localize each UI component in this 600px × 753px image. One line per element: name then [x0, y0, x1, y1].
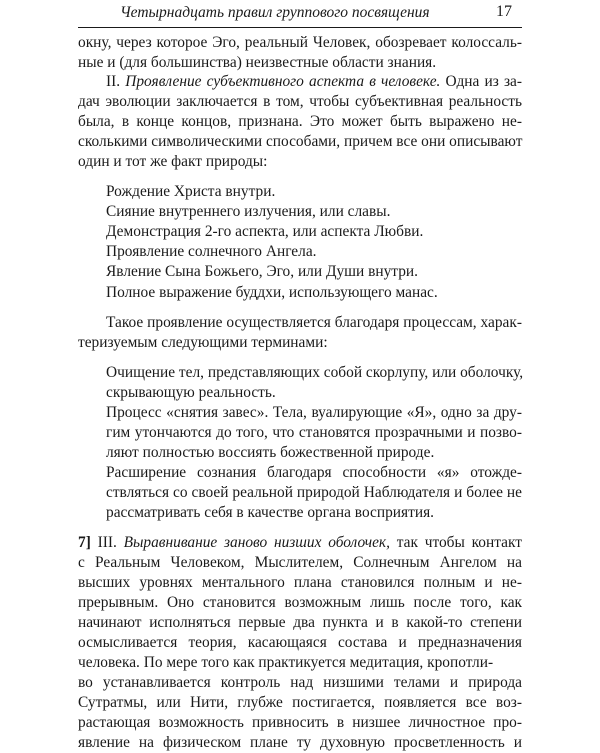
- list-item: Явление Сына Божьего, Эго, или Души внутри.: [106, 263, 418, 280]
- list-item: Процесс «снятия завес». Тела, вуалирующие «Я», одно за дру-: [106, 404, 522, 421]
- list-item: рассматривать себя в качестве органа восприятия.: [106, 504, 435, 521]
- text-line: Сутратмы, или Нити, глубже постигается, появляется все воз-: [78, 694, 522, 711]
- list-item: Рождение Христа внутри.: [106, 183, 276, 200]
- section-ii-title: Проявление субъективного аспекта в человеке.: [125, 73, 441, 90]
- list-item: ствляться со своей реальной природой Наблюдателя и более не: [106, 484, 522, 501]
- running-title: Четырнадцать правил группового посвящения: [120, 4, 430, 21]
- text-line: сколькими символическими способами, причем все они описывают: [78, 133, 523, 150]
- text-line: окну, через которое Эго, реальный Человек, обозревает колоссаль-: [78, 34, 522, 51]
- text-line: человека. По мере того как практикуется медитация, кропотли-: [78, 654, 494, 671]
- text-line: Такое проявление осуществляется благодаря процессам, харак-: [106, 314, 522, 331]
- text-line: с Реальным Человеком, Мыслителем, Солнечным Ангелом на: [78, 554, 522, 571]
- list-item: гим утончаются до того, что становятся прозрачными и позво-: [106, 424, 522, 441]
- section-ii-number: II.: [106, 73, 121, 90]
- text-line: ные и (для большинства) неизвестные области знания.: [78, 54, 437, 71]
- section-iii-rest: так чтобы контакт: [396, 534, 522, 551]
- running-header: [78, 0, 522, 28]
- text-line: во устанавливается контроль над низшими телами и природа: [78, 674, 522, 691]
- margin-marker: 7]: [78, 534, 91, 551]
- list-item: Проявление солнечного Ангела.: [106, 243, 317, 260]
- section-iii-line: [78, 533, 522, 553]
- text-line: начинают исполняться первые два пункта и в какой-то степени: [78, 614, 522, 631]
- list-item: Сияние внутреннего излучения, или славы.: [106, 203, 391, 220]
- text-line: осмысливается теория, касающаяся состава и предназначения: [78, 634, 522, 651]
- text-line: была, в конце концов, признана. Это может быть выражено не-: [78, 113, 522, 130]
- section-ii-rest: Одна из за-: [445, 73, 522, 90]
- page-number: 17: [496, 3, 512, 20]
- list-item: Полное выражение буддхи, использующего манас.: [106, 284, 438, 301]
- text-line: один и тот же факт природы:: [78, 153, 268, 170]
- text-line: растающая возможность привносить в низшее личностное про-: [78, 714, 522, 731]
- list-item: Очищение тел, представляющих собой скорлупу, или оболочку,: [106, 364, 524, 381]
- text-line: явление на физическом плане ту духовную просветленность и: [78, 734, 522, 751]
- text-line: высших уровнях ментального плана становился полным и не-: [78, 574, 522, 591]
- text-line: теризуемым следующими терминами:: [78, 334, 328, 351]
- list-item: Демонстрация 2-го аспекта, или аспекта Любви.: [106, 223, 424, 240]
- section-iii-number: III.: [97, 534, 117, 551]
- text-line: прерывным. Оно становится возможным лишь после того, как: [78, 594, 522, 611]
- text-line: дач эволюции заключается в том, чтобы субъективная реальность: [78, 93, 522, 110]
- list-item: скрывающую реальность.: [106, 384, 276, 401]
- section-iii-title: Выравнивание заново низших оболочек,: [123, 534, 390, 551]
- list-item: Расширение сознания благодаря способности «я» отожде-: [106, 464, 522, 481]
- list-item: ляют полностью воссиять божественной природе.: [106, 444, 435, 461]
- section-ii-line: [106, 72, 522, 92]
